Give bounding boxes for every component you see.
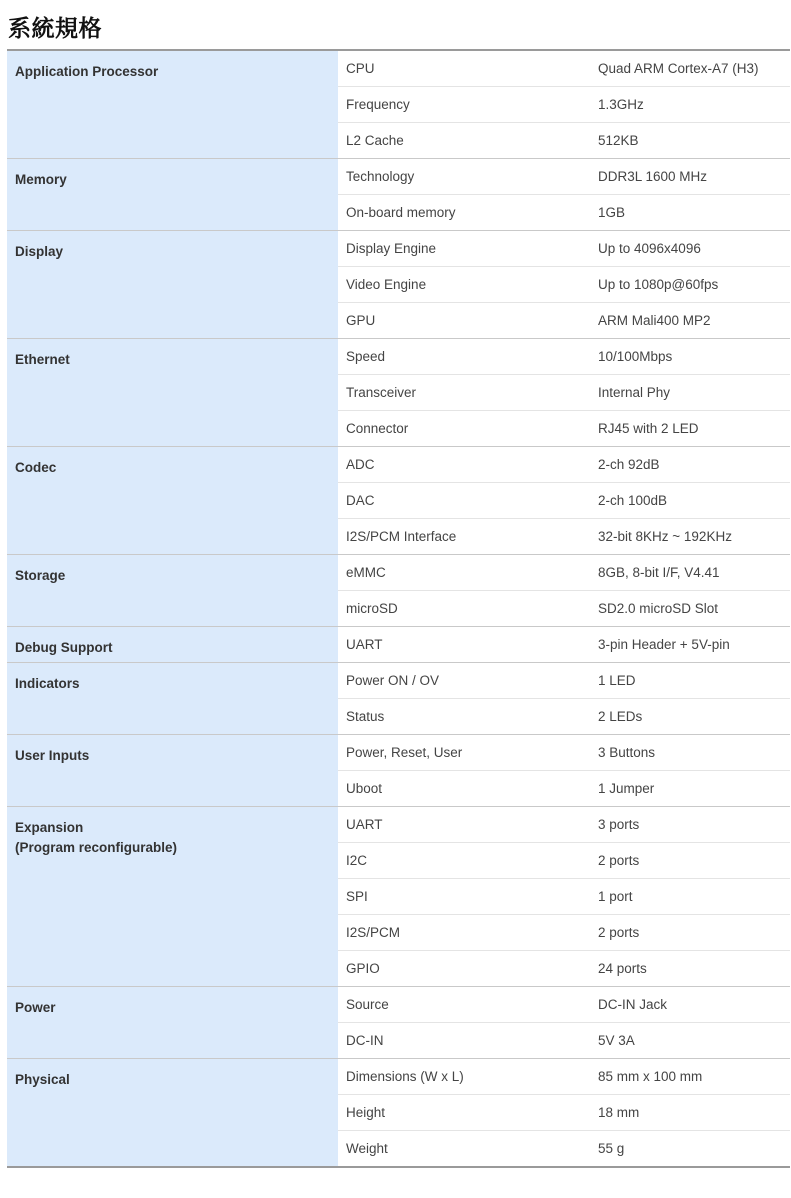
spec-item: Transceiver — [338, 375, 590, 411]
table-row — [7, 447, 790, 483]
spec-item: Connector — [338, 411, 590, 447]
spec-item: SPI — [338, 879, 590, 915]
spec-value: 85 mm x 100 mm — [590, 1059, 790, 1095]
spec-item: Source — [338, 987, 590, 1023]
category-cell — [7, 627, 338, 663]
category-cell — [7, 339, 338, 447]
category-cell — [7, 735, 338, 807]
spec-value: 18 mm — [590, 1095, 790, 1131]
table-row — [7, 339, 790, 375]
table-row — [7, 555, 790, 591]
category-label: Physical — [15, 1072, 70, 1087]
spec-item: Dimensions (W x L) — [338, 1059, 590, 1095]
category-label: Indicators — [15, 676, 80, 691]
spec-item: microSD — [338, 591, 590, 627]
category-cell — [7, 50, 338, 159]
spec-item: Frequency — [338, 87, 590, 123]
spec-item: Video Engine — [338, 267, 590, 303]
spec-item: Height — [338, 1095, 590, 1131]
spec-value: DDR3L 1600 MHz — [590, 159, 790, 195]
category-label: Codec — [15, 460, 57, 475]
spec-item: UART — [338, 627, 590, 663]
spec-item: Display Engine — [338, 231, 590, 267]
spec-item: Power ON / OV — [338, 663, 590, 699]
category-label: Ethernet — [15, 352, 70, 367]
spec-item: UART — [338, 807, 590, 843]
category-label: Application Processor — [15, 64, 159, 79]
spec-value: 2 ports — [590, 843, 790, 879]
table-row — [7, 807, 790, 843]
table-row — [7, 627, 790, 663]
spec-item: Speed — [338, 339, 590, 375]
table-row — [7, 1059, 790, 1095]
spec-item: Technology — [338, 159, 590, 195]
spec-value: 2 LEDs — [590, 699, 790, 735]
spec-value: 2-ch 100dB — [590, 483, 790, 519]
spec-item: Status — [338, 699, 590, 735]
spec-item: Weight — [338, 1131, 590, 1168]
category-label: Display — [15, 244, 64, 259]
spec-value: 1GB — [590, 195, 790, 231]
spec-value: Internal Phy — [590, 375, 790, 411]
category-label: Memory — [15, 172, 67, 187]
spec-item: GPU — [338, 303, 590, 339]
spec-value: 5V 3A — [590, 1023, 790, 1059]
spec-item: On-board memory — [338, 195, 590, 231]
spec-value: Quad ARM Cortex-A7 (H3) — [598, 61, 759, 76]
spec-item: DAC — [338, 483, 590, 519]
category-label: Storage — [15, 568, 66, 583]
spec-item: I2C — [338, 843, 590, 879]
category-cell — [7, 447, 338, 555]
category-cell — [7, 663, 338, 735]
spec-value: RJ45 with 2 LED — [590, 411, 790, 447]
table-row — [7, 663, 790, 699]
table-row — [7, 735, 790, 771]
spec-item: CPU — [346, 61, 375, 76]
spec-item: I2S/PCM — [338, 915, 590, 951]
spec-item: ADC — [338, 447, 590, 483]
spec-value: 1 Jumper — [590, 771, 790, 807]
spec-item: L2 Cache — [338, 123, 590, 159]
spec-item: eMMC — [338, 555, 590, 591]
spec-value: 8GB, 8-bit I/F, V4.41 — [590, 555, 790, 591]
spec-value: 1 LED — [590, 663, 790, 699]
spec-value: Up to 1080p@60fps — [590, 267, 790, 303]
spec-value: 3-pin Header + 5V-pin — [590, 627, 790, 663]
spec-item: GPIO — [338, 951, 590, 987]
category-label: User Inputs — [15, 748, 90, 763]
spec-value: 32-bit 8KHz ~ 192KHz — [590, 519, 790, 555]
spec-value: ARM Mali400 MP2 — [590, 303, 790, 339]
category-cell — [7, 555, 338, 627]
table-row — [7, 159, 790, 195]
category-cell — [7, 159, 338, 231]
spec-value: 1 port — [590, 879, 790, 915]
spec-item: Power, Reset, User — [338, 735, 590, 771]
table-row — [7, 231, 790, 267]
spec-value: 55 g — [590, 1131, 790, 1168]
table-row — [7, 987, 790, 1023]
category-label: Debug Support — [15, 640, 113, 655]
spec-value: 1.3GHz — [590, 87, 790, 123]
spec-value: DC-IN Jack — [590, 987, 790, 1023]
spec-item: Uboot — [338, 771, 590, 807]
spec-value: 24 ports — [590, 951, 790, 987]
spec-value: Up to 4096x4096 — [590, 231, 790, 267]
spec-value: 3 Buttons — [590, 735, 790, 771]
spec-value: 10/100Mbps — [590, 339, 790, 375]
category-label: Power — [15, 1000, 56, 1015]
spec-value: 3 ports — [590, 807, 790, 843]
spec-value: 2-ch 92dB — [590, 447, 790, 483]
category-cell — [7, 807, 338, 987]
table-row — [7, 50, 790, 87]
category-sublabel: (Program reconfigurable) — [15, 840, 178, 855]
category-cell — [7, 231, 338, 339]
category-cell — [7, 1059, 338, 1168]
spec-value: 2 ports — [590, 915, 790, 951]
spec-value: 512KB — [590, 123, 790, 159]
spec-item: I2S/PCM Interface — [338, 519, 590, 555]
spec-table — [7, 49, 790, 1168]
page-title: 系統規格 — [8, 16, 102, 42]
spec-item: DC-IN — [338, 1023, 590, 1059]
spec-value: SD2.0 microSD Slot — [590, 591, 790, 627]
category-cell — [7, 987, 338, 1059]
category-label: Expansion — [15, 820, 84, 835]
